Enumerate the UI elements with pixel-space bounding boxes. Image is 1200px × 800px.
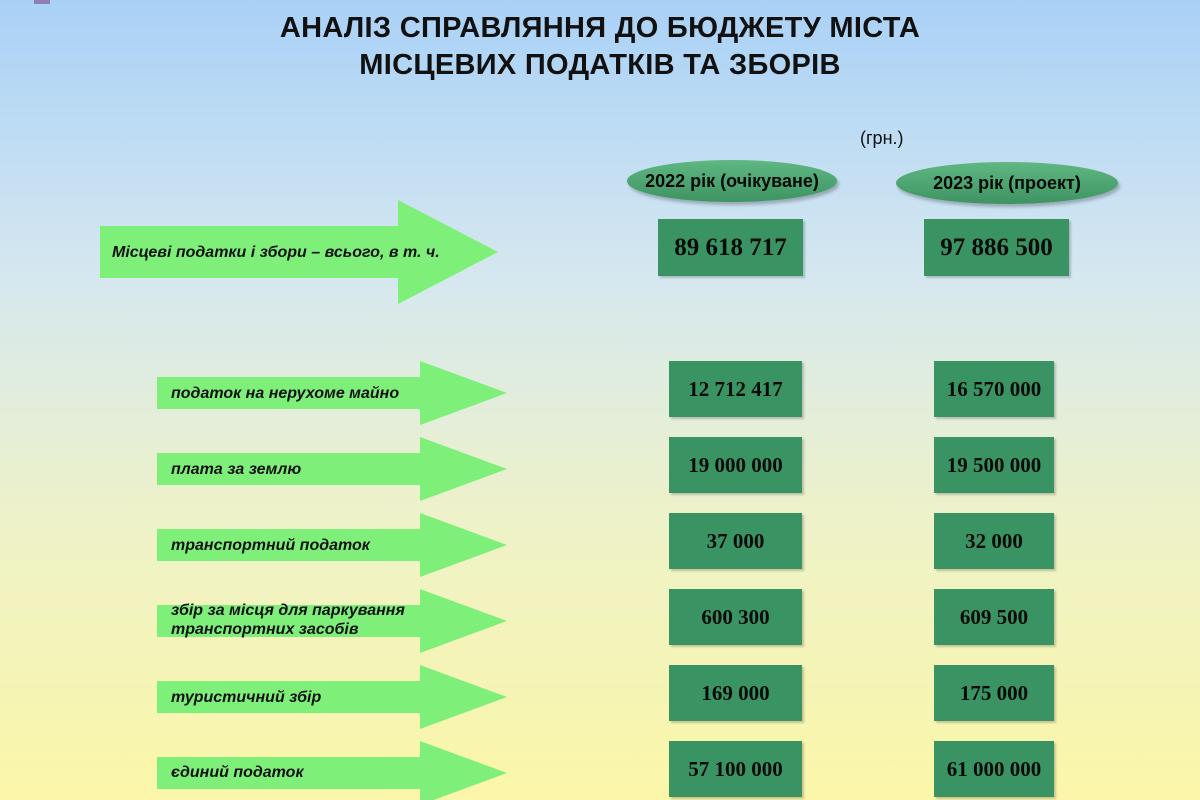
title-line-1: АНАЛІЗ СПРАВЛЯННЯ ДО БЮДЖЕТУ МІСТА bbox=[279, 12, 921, 44]
title-line-2: МІСЦЕВИХ ПОДАТКІВ ТА ЗБОРІВ bbox=[359, 49, 841, 81]
row-value-2023: 61 000 000 bbox=[934, 741, 1054, 797]
column-header-2022: 2022 рік (очікуване) bbox=[627, 160, 837, 202]
total-arrow bbox=[100, 200, 500, 304]
total-value-2022: 89 618 717 bbox=[658, 219, 803, 276]
row-value-2022: 600 300 bbox=[669, 589, 802, 645]
corner-mark bbox=[34, 0, 50, 4]
column-header-2023: 2023 рік (проект) bbox=[896, 162, 1118, 204]
row-arrow bbox=[157, 741, 507, 800]
row-label: єдиний податок bbox=[171, 764, 304, 781]
row-arrow bbox=[157, 361, 507, 425]
row-value-2022: 12 712 417 bbox=[669, 361, 802, 417]
page-title bbox=[0, 10, 1200, 84]
row-label: податок на нерухоме майно bbox=[171, 385, 400, 402]
row-arrow bbox=[157, 437, 507, 501]
row-arrow bbox=[157, 513, 507, 577]
row-value-2023: 175 000 bbox=[934, 665, 1054, 721]
row-value-2023: 609 500 bbox=[934, 589, 1054, 645]
row-label: плата за землю bbox=[171, 461, 302, 478]
row-label: збір за місця для паркування транспортних засобів bbox=[171, 602, 405, 638]
row-value-2023: 16 570 000 bbox=[934, 361, 1054, 417]
row-label: транспортний податок bbox=[171, 537, 370, 554]
row-value-2022: 57 100 000 bbox=[669, 741, 802, 797]
row-value-2022: 169 000 bbox=[669, 665, 802, 721]
row-value-2022: 37 000 bbox=[669, 513, 802, 569]
total-label: Місцеві податки і збори – всього, в т. ч. bbox=[112, 244, 440, 261]
unit-label: (грн.) bbox=[860, 128, 904, 148]
row-arrow bbox=[157, 589, 507, 653]
row-value-2023: 19 500 000 bbox=[934, 437, 1054, 493]
row-arrow bbox=[157, 665, 507, 729]
total-value-2023: 97 886 500 bbox=[924, 219, 1069, 276]
row-label: туристичний збір bbox=[171, 689, 322, 706]
row-value-2022: 19 000 000 bbox=[669, 437, 802, 493]
row-value-2023: 32 000 bbox=[934, 513, 1054, 569]
